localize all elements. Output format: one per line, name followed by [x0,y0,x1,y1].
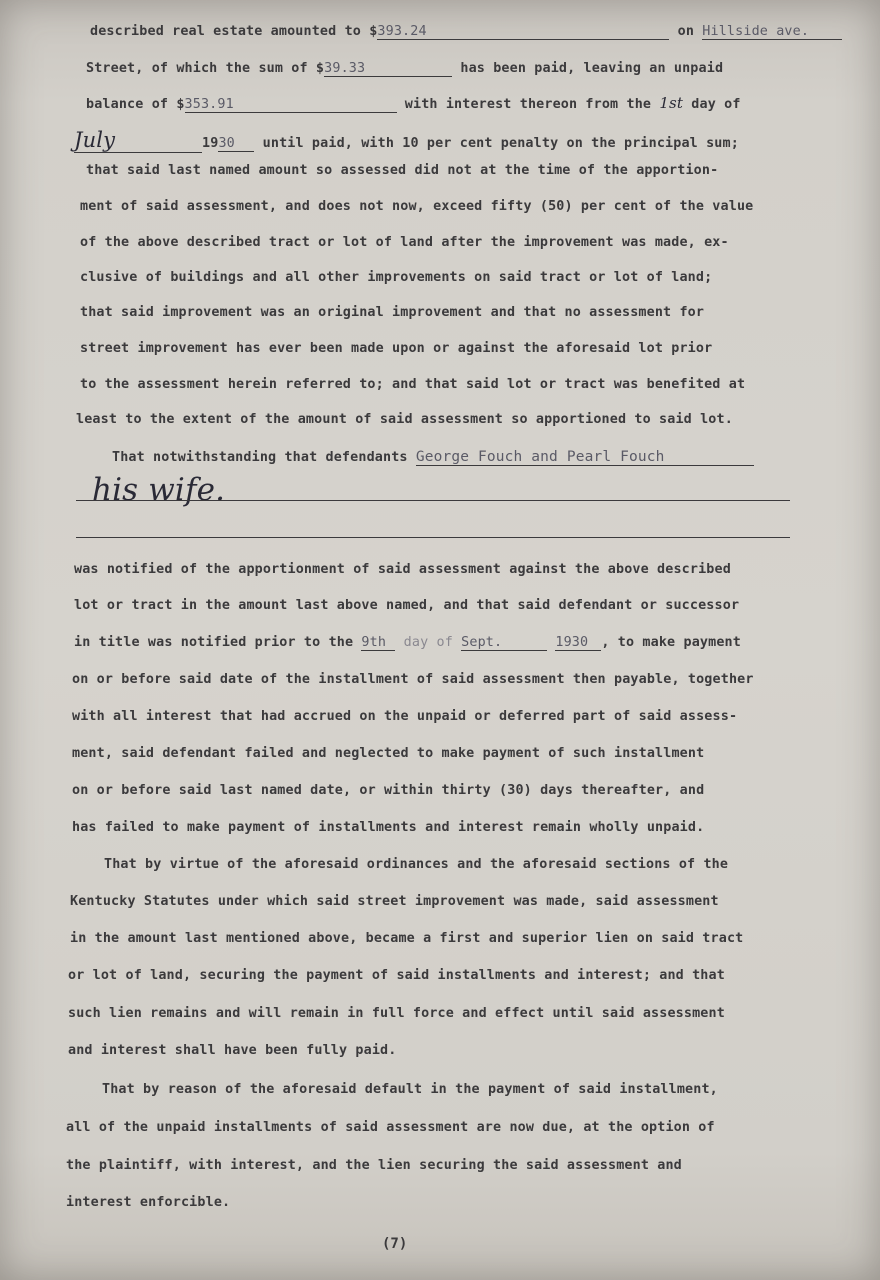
doc-line-20: ment, said defendant failed and neglected to make payment of such installment [72,746,705,761]
handwritten-month: July [74,128,116,152]
text: day of [403,635,453,650]
doc-line-30: all of the unpaid installments of said assessment are now due, at the option of [66,1120,715,1135]
text: day of [691,97,741,112]
year-fill: 30 [218,136,235,151]
text: on [677,24,695,39]
doc-line-22: has failed to make payment of installments and interest remain wholly unpaid. [72,820,705,835]
doc-line-19: with all interest that had accrued on the unpaid or deferred part of said assess- [72,709,738,724]
doc-line-3 [86,94,741,113]
street-name: Hillside ave. [702,24,810,39]
paid-amount: 39.33 [324,61,366,76]
handwritten-day: 1st [659,94,684,112]
doc-line-17 [74,635,741,651]
defendants-blank [416,449,754,466]
doc-line-18: on or before said date of the installment of said assessment then payable, together [72,672,754,687]
doc-line-9: that said improvement was an original improvement and that no assessment for [80,305,705,320]
doc-line-26: or lot of land, securing the payment of said installments and interest; and that [68,968,725,983]
amount-blank [377,24,669,40]
doc-line-21: on or before said last named date, or within thirty (30) days thereafter, and [72,783,705,798]
year-blank [555,635,601,651]
doc-line-8: clusive of buildings and all other improvements on said tract or lot of land; [80,270,713,285]
notice-month: Sept. [461,635,503,650]
blank-rule [76,537,790,538]
doc-line-27: such lien remains and will remain in full force and effect until said assessment [68,1006,725,1021]
text: balance of $ [86,97,185,112]
doc-line-16: lot or tract in the amount last above named, and that said defendant or successor [74,598,740,613]
doc-line-6: ment of said assessment, and does not now, exceed fifty (50) per cent of the value [80,199,754,214]
defendant-names: George Fouch and Pearl Fouch [415,449,665,465]
month-blank [74,128,202,153]
day-blank [361,635,395,651]
doc-line-24: Kentucky Statutes under which said street improvement was made, said assessment [70,894,719,909]
street-blank [702,24,842,40]
text: Street, of which the sum of $ [86,61,325,76]
text: described real estate amounted to $ [90,24,378,39]
doc-line-28: and interest shall have been fully paid. [68,1043,397,1058]
assessment-amount: 393.24 [377,24,427,39]
text: That notwithstanding that defendants [112,450,408,465]
doc-line-7: of the above described tract or lot of land after the improvement was made, ex- [80,235,729,250]
doc-line-10: street improvement has ever been made upon or against the aforesaid lot prior [80,341,713,356]
text: with interest thereon from the [404,97,652,112]
text: until paid, with 10 per cent penalty on the principal sum; [262,136,739,151]
text: , to make payment [601,635,741,650]
doc-line-25: in the amount last mentioned above, became a first and superior lien on said tract [70,931,744,946]
blank-rule [76,500,790,501]
text: has been paid, leaving an unpaid [460,61,724,76]
doc-line-32: interest enforcible. [66,1195,231,1210]
doc-line-31: the plaintiff, with interest, and the lien securing the said assessment and [66,1158,682,1173]
handwritten-his-wife: his wife. [92,472,226,508]
doc-line-13 [112,449,754,466]
doc-line-1 [90,24,842,40]
doc-line-23: That by virtue of the aforesaid ordinances and the aforesaid sections of the [104,857,729,872]
amount-blank [324,61,452,77]
doc-line-4 [74,128,739,153]
text: 19 [202,136,219,151]
doc-line-11: to the assessment herein referred to; and that said lot or tract was benefited at [80,377,746,392]
notice-day: 9th [361,635,387,650]
notice-year: 1930 [555,635,589,650]
amount-blank [185,97,397,113]
doc-line-5: that said last named amount so assessed did not at the time of the apportion- [86,163,719,178]
page-number: (7) [382,1236,408,1252]
doc-line-15: was notified of the apportionment of said assessment against the above described [74,562,731,577]
doc-line-12: least to the extent of the amount of said assessment so apportioned to said lot. [76,412,733,427]
month-blank [461,635,547,651]
doc-line-29: That by reason of the aforesaid default in the payment of said installment, [102,1082,718,1097]
doc-line-2 [86,61,723,77]
year-blank [218,136,254,152]
unpaid-balance: 353.91 [184,97,234,112]
text: in title was notified prior to the [74,635,354,650]
